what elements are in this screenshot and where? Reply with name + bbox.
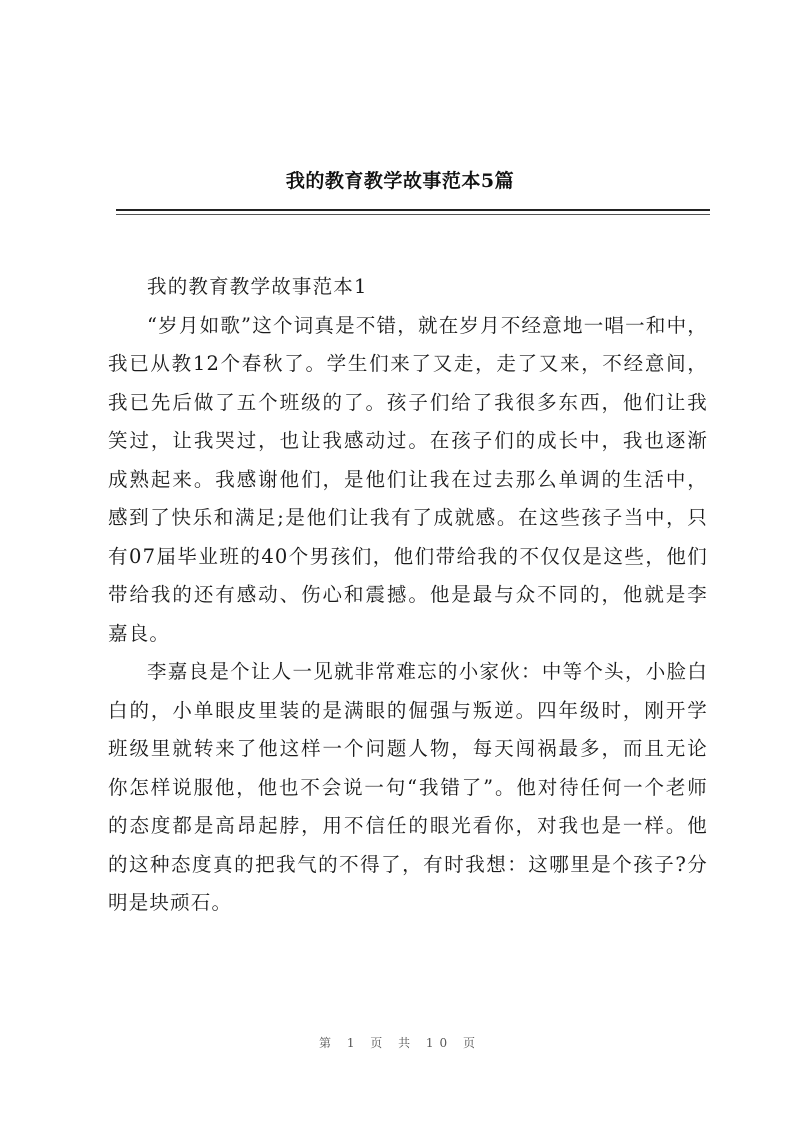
section-heading: 我的教育教学故事范本1 (147, 275, 368, 298)
document-body (108, 268, 708, 923)
title-divider (116, 209, 710, 211)
body-paragraph: “岁月如歌”这个词真是不错，就在岁月不经意地一唱一和中，我已从教12个春秋了。学生们来了又走，走了又来，不经意间，我已先后做了五个班级的了。孩子们给了我很多东西，他们让我笑过，让我哭过，也让我感动过。在孩子们的成长中，我也逐渐成熟起来。我感谢他们，是他们让我在过去那么单调的生活中，感到了快乐和满足;是他们让我有了成就感。在这些孩子当中，只有07届毕业班的40个男孩们，他们带给我的不仅仅是这些，他们带给我的还有感动、伤心和震撼。他是最与众不同的，他就是李嘉良。 (108, 313, 708, 645)
body-paragraph: 李嘉良是个让人一见就非常难忘的小家伙：中等个头，小脸白白的，小单眼皮里装的是满眼的倔强与叛逆。四年级时，刚开学班级里就转来了他这样一个问题人物，每天闯祸最多，而且无论你怎样说服他，他也不会说一句“我错了”。他对待任何一个老师的态度都是高昂起脖，用不信任的眼光看你，对我也是一样。他的这种态度真的把我气的不得了，有时我想：这哪里是个孩子?分明是块顽石。 (108, 660, 708, 914)
page-footer: 第 1 页 共 10 页 (319, 1036, 481, 1050)
title-divider-thin (116, 214, 710, 215)
document-title: 我的教育教学故事范本5篇 (285, 170, 515, 192)
